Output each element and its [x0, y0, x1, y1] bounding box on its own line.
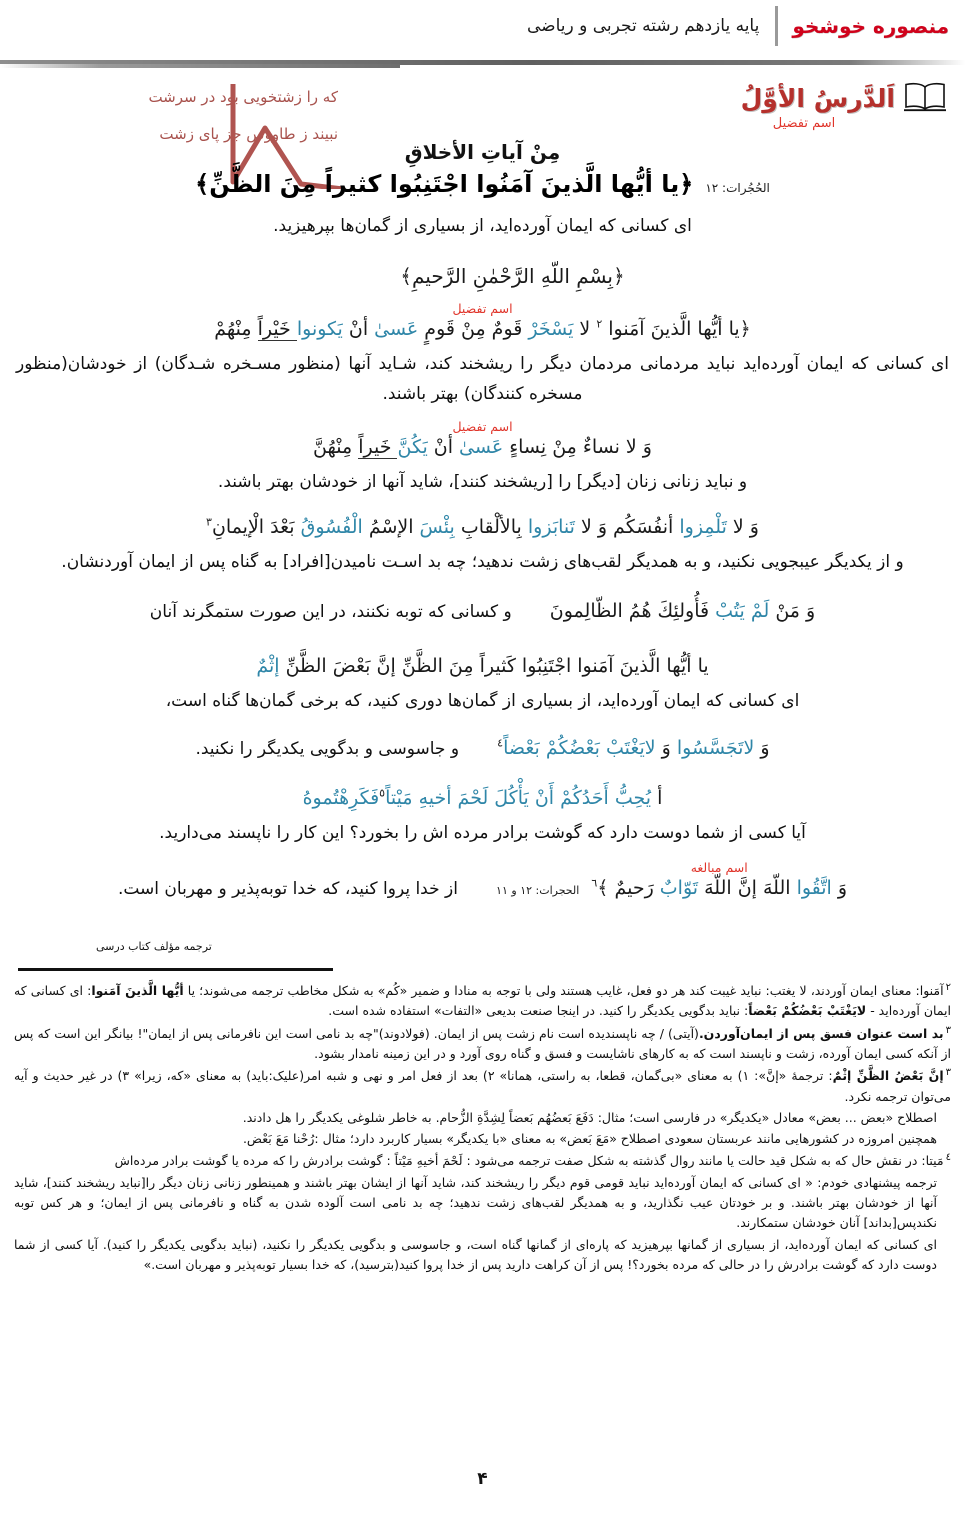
- footnote-separator: [18, 968, 333, 971]
- footnote-emphasis: أیُّها الَّذینَ آمَنوا: [91, 983, 184, 999]
- verse-v12d-reference: الحجرات: ۱۲ و ۱۱: [496, 884, 580, 898]
- verse-v11a-tagged: [214, 301, 751, 344]
- verse-bismillah: ﴿بِسْمِ اللّهِ الرَّحْمٰنِ الرَّحیمِ﴾: [400, 264, 625, 288]
- verse-v12b-text: [497, 737, 769, 759]
- grammar-tag-v12d: اسم مبالغه: [690, 860, 748, 876]
- footnote-item: [14, 1108, 951, 1128]
- poem-line-1: که را زشتخویی بود در سرشت: [148, 88, 338, 106]
- footnote-text: همچنین امروزه در کشورهایی مانند عربستان سعودی اصطلاح «مَعَ بَعض» به معنای «با یکدیگر» بسیار کاربرد دارد؛ مثال :رُحْنا مَعَ بَعْض.: [242, 1131, 937, 1147]
- footnote-item: [14, 1235, 951, 1276]
- footnote-number: ۲: [945, 982, 951, 993]
- grammar-tag-v11b: اسم تفضیل: [452, 418, 513, 434]
- verse-fragment: مِنْهُمْ: [214, 318, 258, 340]
- highlighted-word: یَکُنَّ: [397, 435, 428, 458]
- lesson-title: اَلدَّرسُ الأوَّلُ: [740, 84, 895, 113]
- highlighted-word: تَنابَزوا: [527, 516, 575, 539]
- footnote-text: (آیتی) / چه ناپسندیده است نام زشت پس از ایمان. (فولادوند)"چه بد نامی است این نافرمانی پس از ایمان"! بیانگر این است که پس از آنکه کسی ایمان آورده، زشت و ناپسند است که به کارهای ناشایست و فسق و گناه روی آورد و در این زمینه نامدار بشود.: [14, 1025, 951, 1062]
- verse-fragment: أنْ: [427, 435, 460, 458]
- footnote-text: : نباید بدگویی یکدیگر را کنید. در اینجا صنعت بدیعی «التفات» استفاده شده است.: [328, 1003, 749, 1019]
- highlighted-word: الْفُسُوقُ: [300, 516, 363, 539]
- verse-fragment: بِالألْقابِ: [454, 516, 528, 539]
- footnote-emphasis: إنَّ بَعْضُ الظَّنِّ إثْمٌ: [832, 1068, 944, 1084]
- underlined-word: خَیراً: [358, 435, 398, 458]
- verse-v11c-text: [206, 516, 759, 538]
- translation-v12a: ای کسانی که ایمان آورده‌اید، از بسیاری از گمان‌ها دوری کنید، که برخی گمان‌ها گناه است،: [165, 690, 800, 711]
- footnote-marker: ۲: [596, 317, 603, 331]
- footnote-marker: ۳: [206, 515, 212, 529]
- verse-fragment: وَ: [831, 877, 848, 900]
- verse-fragment: وَ: [655, 736, 677, 759]
- footnote-item: [14, 1150, 951, 1171]
- translation-v11b: و نباید زنانی زنان [دیگر] را [ریشخند کنند]، شاید آنها از خودشان بهتر باشند.: [217, 472, 748, 493]
- translation-v12d: از خدا پروا کنید، که خدا توبه‌پذیر و مهربان است.: [117, 879, 458, 900]
- footnote-number: ۳: [945, 1067, 952, 1079]
- highlighted-word: عَسیٰ: [374, 318, 419, 340]
- verse-fragment: رَحیمٌ ﴾: [597, 877, 660, 900]
- verse-fragment: أ: [651, 787, 663, 810]
- translation-v11d: و کسانی که توبه نکنند، در این صورت ستمگرند آنان: [149, 602, 512, 623]
- verse-fragment: وَ لا نساءٌ مِنْ نِساءٍ: [503, 435, 652, 458]
- verse-v12a: [16, 651, 949, 681]
- verse-fragment: فَأُولئِكَ هُمُ الظّالِمونَ: [549, 600, 716, 623]
- footnote-item: [14, 1129, 951, 1149]
- lesson-body: [0, 210, 965, 908]
- footnote-text: : ای کسانی که ایمان آورده‌اید -: [14, 983, 951, 1019]
- main-ayah-reference: الحُجُرات: ۱۲: [705, 181, 770, 195]
- verse-v12d-tagged: [591, 860, 848, 903]
- page-number: ۴: [477, 1469, 488, 1489]
- open-book-icon: [903, 82, 947, 115]
- main-ayah-text: ﴿یا أیُّها الَّذینَ آمَنُوا اجْتَنِبُوا کثیراً مِنَ الظَّنِّ﴾: [195, 170, 694, 198]
- page-header: [0, 0, 965, 52]
- footnote-marker: ٤: [497, 736, 504, 750]
- footnote-marker: ٦: [591, 876, 598, 890]
- underlined-word: خَیْراً: [257, 318, 297, 340]
- lesson-heading: [697, 82, 947, 131]
- footnote-number: ۳: [945, 1024, 951, 1036]
- verse-v12c-text: [303, 787, 663, 809]
- verse-fragment: أنفُسَکُم وَ لا: [574, 516, 680, 539]
- grammar-tag-lesson: اسم تفضیل: [772, 116, 836, 131]
- footnote-text: اصطلاح «بعض ... بعض» معادل «یکدیگر» در فارسی است؛ مثال: دَفَعَ بَعضُهُم بَعضاً لِشِدَّةِ الزُّحام. به خاطر شلوغی یکدیگر را هل دادند.: [242, 1109, 937, 1125]
- footnote-item: [14, 1173, 951, 1234]
- highlighted-word: لایَغْتَبْ بَعْضُکُمْ بَعْضاً: [503, 736, 656, 759]
- verse-v12a-text: [256, 655, 708, 677]
- highlighted-word: تَلْمِزوا: [679, 516, 727, 539]
- author-brand: منصوره خوشخو: [792, 14, 949, 38]
- section-title: مِنْ آیاتِ الأخلاقِ: [404, 140, 561, 164]
- highlighted-word: یَکونوا: [296, 318, 343, 340]
- translation-v11a: ای کسانی که ایمان آورده‌اید نباید مردمانی مردمان دیگر را ریشخند کند، شـاید آنها (منظور مسـخره شـدگان) از خودشان(منظور مسخره کنندگان) بهتر باشند.: [16, 354, 949, 405]
- verse-fragment: وَ لا: [726, 516, 759, 539]
- highlighted-word: بِئْسَ: [419, 516, 455, 539]
- verse-v12d: [16, 860, 949, 903]
- verse-fragment: یا أیُّها الَّذینَ آمَنوا اجْتَنِبُوا کَثیراً مِنَ الظَّنِّ إنَّ بَعْضَ الظَّنِّ: [279, 654, 709, 677]
- verse-v11c: [16, 512, 949, 542]
- verse-v11a-text: [214, 318, 751, 340]
- footnote-item: [14, 1023, 951, 1065]
- highlighted-word: إثْمٌ: [256, 654, 280, 677]
- verse-v11a: [16, 301, 949, 344]
- verse-v11b-text: [313, 436, 652, 459]
- verse-fragment: بَعْدَ الْإیمانِ: [211, 516, 301, 539]
- verse-v12d-text: [591, 877, 847, 899]
- header-rule-secondary: [0, 64, 400, 68]
- verse-v11b: [16, 418, 949, 462]
- translation-v11c: و از یکدیگر عیبجویی نکنید، و به همدیگر لقب‌های زشت ندهید؛ چه بد اسـت نامیدن[افراد] به گناه پس از ایمان آوردنشان.: [61, 552, 904, 573]
- verse-v11d: [16, 596, 949, 626]
- header-divider: [775, 6, 778, 46]
- footnote-text: مَیتا: در نقش حال که به شکل قید حالت یا مانند روال گذشته به شکل صفت ترجمه می‌شود : لَحْمَ أخیهِ مَیْتاً : گوشت برادرش را که مرده یا گوشت برادر مرده‌اش: [114, 1153, 944, 1169]
- verse-fragment: أنْ: [342, 318, 375, 340]
- main-ayah-translation: ای کسانی که ایمان آورده‌اید، از بسیاری از گمان‌ها بپرهیزید.: [273, 216, 692, 236]
- highlighted-word: لَمْ یَتُبْ: [715, 600, 770, 623]
- footnote-text: آمَنوا: معنای ایمان آوردند، لا یغتب: نباید غیبت کند هر دو فعل، غایب هستند ولی با توجه به منادا و ضمیر «کُم» به شکل مخاطب ترجمه می‌شوند؛ یا: [183, 983, 944, 999]
- translation-v12b: و جاسوسی و بدگویی یکدیگر را نکنید.: [195, 738, 460, 759]
- footnote-text: ای کسانی که ایمان آورده‌اید، از بسیاری از گمانها بپرهیزید که پاره‌ای از گمانها گناه است، و جاسوسی و بدگویی یکدیگر را نکنید، (نباید بدگویی یکدیگر را کنید). آیا کسی از شما دوست دارد که گوشت برادرش را در حالی که مرده بخورد؟! پس از آن کراهت دارید پس از خدا پروا کنید(بترسید)، که خدا بسیار توبه‌پذیر و مهربان است.»: [14, 1236, 937, 1272]
- translator-credit: ترجمه مؤلف کتاب درسی: [96, 940, 212, 953]
- footnote-emphasis: لایَغْتَبْ بَعْضُکُمْ بَعْضاً: [748, 1003, 867, 1019]
- footnote-emphasis: بد است عنوان فسق پس از ایمان‌آوردن.: [698, 1025, 944, 1041]
- footnote-marker: ٥: [379, 786, 386, 800]
- header-subject: پایه یازدهم رشته تجربی و ریاضی: [526, 16, 760, 36]
- verse-fragment: ﴿یا أیُّها الَّذینَ آمَنوا: [602, 318, 751, 340]
- footnote-text: ترجمه پیشنهادی خودم: « ای کسانی که ایمان آورده‌اید نباید قومی قوم دیگر را ریشخند کند، شاید آنها از ایشان بهتر باشند و همینطور زنانی زنان دیگر را[نباید ریشخند کنند]، شاید آنها از خودشان بهتر باشند. و بر خودتان عیب نگذارید، و به همدیگر لقب‌های زشت ندهید؛ چه بد نامی است آلوده شدن به گناه و نافرمانی پس از ایمان؛ و هر کس توبه نکندپس[بداند] آنان خودشان ستمکارند.: [14, 1174, 937, 1231]
- verse-fragment: قَومٌ مِنْ قَومٍ: [418, 318, 529, 340]
- grammar-tag-v11a: اسم تفضیل: [452, 301, 513, 316]
- verse-v12c: [16, 783, 949, 813]
- footnote-text: : ترجمهٔ «إنَّ»: ۱) به معنای «بی‌گمان، قطعا، به راستی، همانا» ۲) بعد از فعل امر و نهی و شبه امر(علیک:باید) به معنای «که، زیرا» ۳) در غیر حدیث و آیه می‌توان ترجمه نکرد.: [14, 1068, 951, 1104]
- highlighted-word: لاتَجَسَّسُوا: [676, 736, 755, 759]
- verse-fragment: وَ مَنْ: [769, 600, 816, 623]
- verse-fragment: اللّهَ إنَّ اللّهَ: [698, 877, 797, 900]
- footnotes-list: [14, 980, 951, 1276]
- translation-v12c: آیا کسی از شما دوست دارد که گوشت برادر مرده اش را بخورد؟ این کار را ناپسند می‌دارید.: [159, 823, 806, 844]
- verse-v12b: [16, 733, 949, 763]
- footnote-number: ٤: [945, 1152, 951, 1164]
- verse-fragment: لا: [573, 318, 597, 340]
- verse-v11b-tagged: [313, 418, 652, 462]
- poem-line-2: نبیند ز طاووس جز پای زشت: [159, 125, 338, 143]
- verse-fragment: وَ: [754, 736, 770, 759]
- footnote-item: [14, 980, 951, 1022]
- highlighted-word: یَسْخَرْ: [528, 318, 574, 340]
- highlighted-word: تَوّابٌ: [659, 877, 699, 900]
- highlighted-word: فَکَرِهْتُموهُ: [302, 787, 380, 810]
- verse-v11d-text: [550, 600, 815, 622]
- highlighted-word: یُحِبُّ أَحَدُکُمْ أَنْ یَأْکُلَ لَحْمَ أخیهِ مَیْتاً: [385, 787, 652, 810]
- verse-fragment: مِنْهُنَّ: [313, 435, 359, 458]
- verse-fragment: الإسْمُ: [362, 516, 420, 539]
- highlighted-word: اتَّقُوا: [796, 877, 832, 900]
- highlighted-word: عَسیٰ: [459, 435, 504, 458]
- footnote-item: [14, 1065, 951, 1107]
